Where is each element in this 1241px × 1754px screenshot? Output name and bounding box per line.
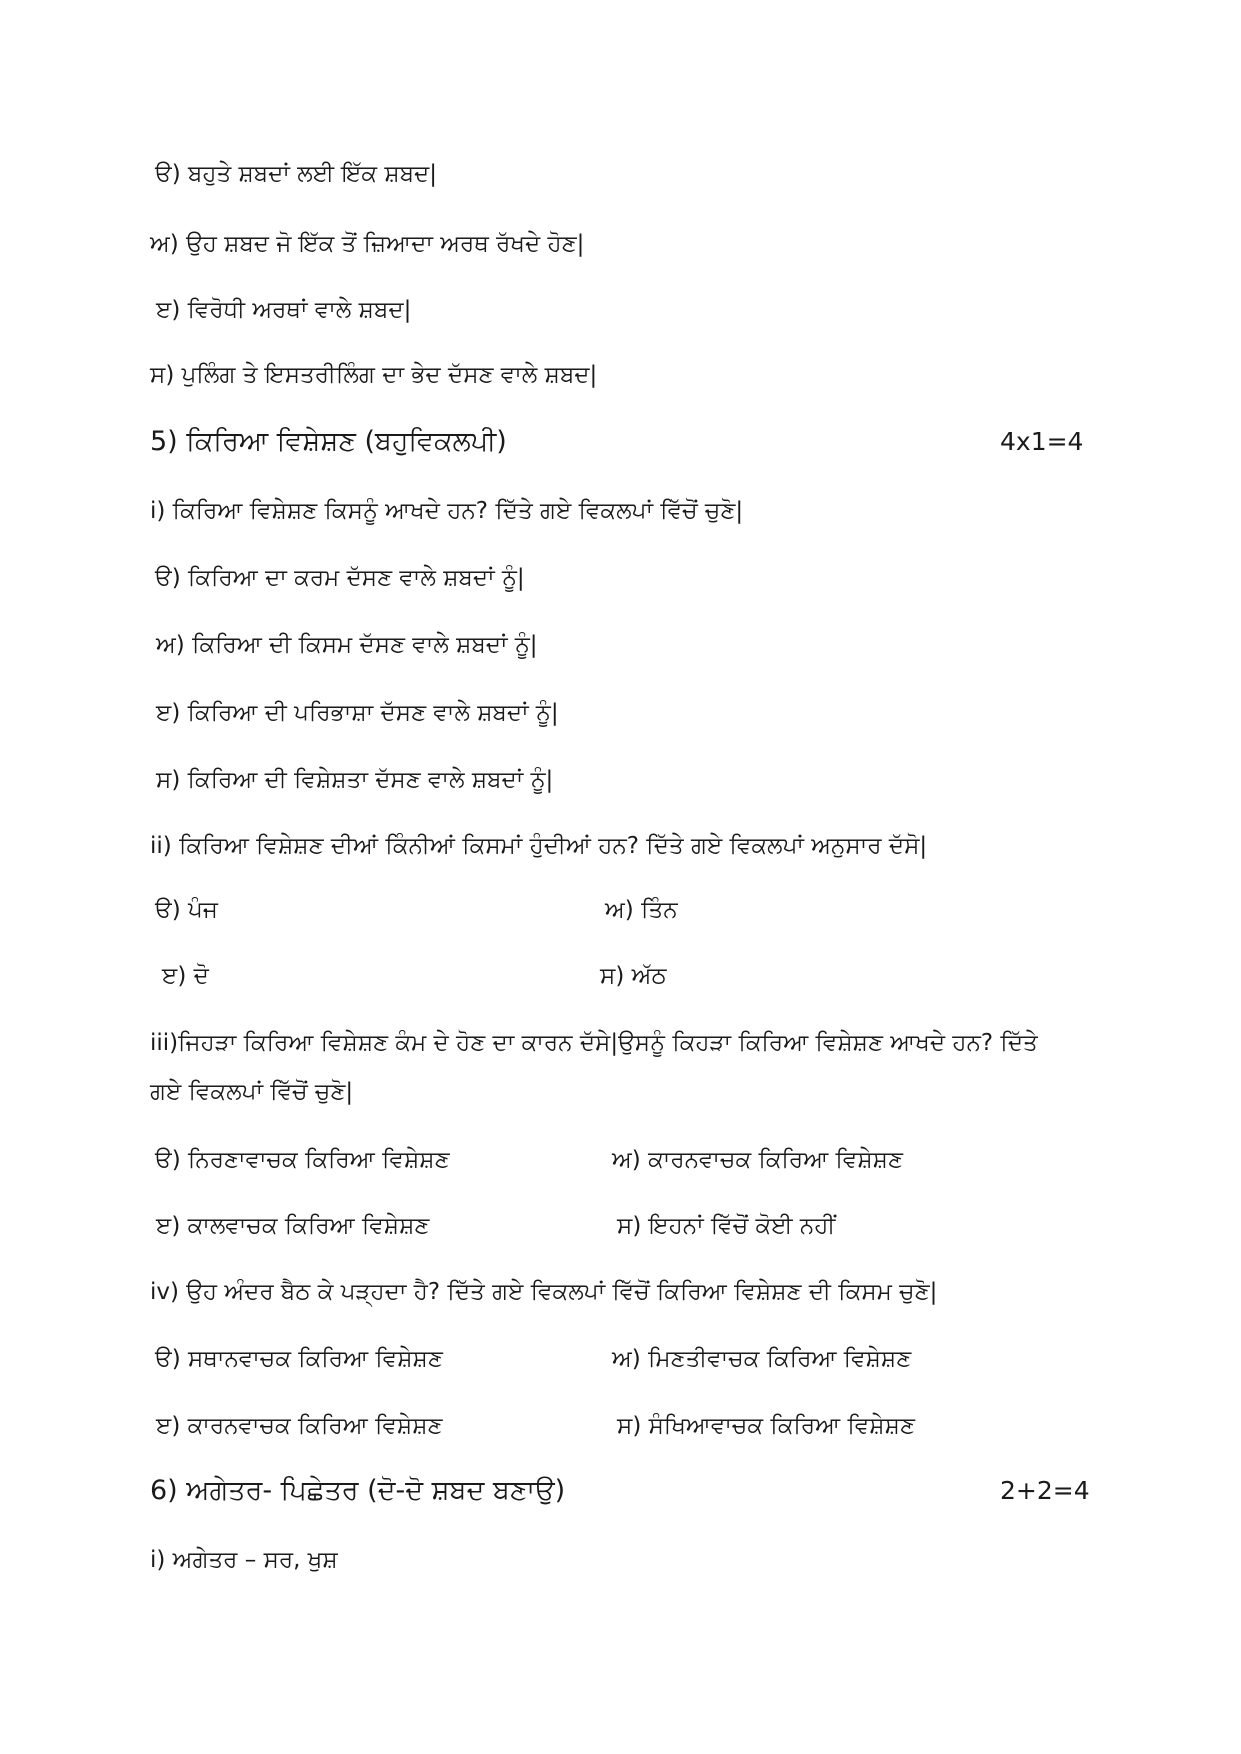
q2-option-a: ੳ) ਪੰਜ	[155, 897, 218, 923]
q1-text: i) ਕਿਰਿਆ ਵਿਸ਼ੇਸ਼ਣ ਕਿਸਨੂੰ ਆਖਦੇ ਹਨ? ਦਿੱਤੇ ਗਏ ਵਿਕਲਪਾਂ ਵਿੱਚੋਂ ਚੁਣੋ|	[150, 498, 744, 524]
section-5-marks: 4x1=4	[1000, 427, 1084, 456]
q1-option-d: ਸ) ਕਿਰਿਆ ਦੀ ਵਿਸ਼ੇਸ਼ਤਾ ਦੱਸਣ ਵਾਲੇ ਸ਼ਬਦਾਂ ਨੂੰ|	[156, 767, 554, 793]
q2-option-b: ਅ) ਤਿੰਨ	[605, 897, 678, 923]
q2-option-d: ਸ) ਅੱਠ	[600, 963, 667, 989]
section-6-marks: 2+2=4	[1000, 1476, 1090, 1505]
section-5-title: 5) ਕਿਰਿਆ ਵਿਸ਼ੇਸ਼ਣ (ਬਹੁਵਿਕਲਪੀ)	[150, 426, 507, 457]
q1-option-b: ਅ) ਕਿਰਿਆ ਦੀ ਕਿਸਮ ਦੱਸਣ ਵਾਲੇ ਸ਼ਬਦਾਂ ਨੂੰ|	[156, 632, 538, 658]
q4-option-a: ੳ) ਸਥਾਨਵਾਚਕ ਕਿਰਿਆ ਵਿਸ਼ੇਸ਼ਣ	[155, 1346, 443, 1372]
q2-text: ii) ਕਿਰਿਆ ਵਿਸ਼ੇਸ਼ਣ ਦੀਆਂ ਕਿੰਨੀਆਂ ਕਿਸਮਾਂ ਹੁੰਦੀਆਂ ਹਨ? ਦਿੱਤੇ ਗਏ ਵਿਕਲਪਾਂ ਅਨੁਸਾਰ ਦੱਸੋ|	[150, 833, 928, 859]
q3-option-c: ੲ) ਕਾਲਵਾਚਕ ਕਿਰਿਆ ਵਿਸ਼ੇਸ਼ਣ	[156, 1213, 430, 1239]
q2-option-c: ੲ) ਦੋ	[162, 963, 209, 989]
option-d-line: ਸ) ਪੁਲਿੰਗ ਤੇ ਇਸਤਰੀਲਿੰਗ ਦਾ ਭੇਦ ਦੱਸਣ ਵਾਲੇ ਸ਼ਬਦ|	[150, 362, 598, 388]
q3-option-a: ੳ) ਨਿਰਣਾਵਾਚਕ ਕਿਰਿਆ ਵਿਸ਼ੇਸ਼ਣ	[155, 1147, 450, 1173]
q1-option-a: ੳ) ਕਿਰਿਆ ਦਾ ਕਰਮ ਦੱਸਣ ਵਾਲੇ ਸ਼ਬਦਾਂ ਨੂੰ|	[155, 565, 525, 591]
q3-text-line-1: iii)ਜਿਹੜਾ ਕਿਰਿਆ ਵਿਸ਼ੇਸ਼ਣ ਕੰਮ ਦੇ ਹੋਣ ਦਾ ਕਾਰਨ ਦੱਸੇ|ਉਸਨੂੰ ਕਿਹੜਾ ਕਿਰਿਆ ਵਿਸ਼ੇਸ਼ਣ ਆਖਦੇ ਹਨ? ਦਿੱਤੇ	[150, 1030, 1038, 1056]
option-b-line: ਅ) ਉਹ ਸ਼ਬਦ ਜੋ ਇੱਕ ਤੋਂ ਜ਼ਿਆਦਾ ਅਰਥ ਰੱਖਦੇ ਹੋਣ|	[150, 231, 585, 257]
q3-text-line-2: ਗਏ ਵਿਕਲਪਾਂ ਵਿੱਚੋਂ ਚੁਣੋ|	[150, 1079, 354, 1105]
q4-option-b: ਅ) ਮਿਣਤੀਵਾਚਕ ਕਿਰਿਆ ਵਿਸ਼ੇਸ਼ਣ	[612, 1346, 912, 1372]
q4-text: iv) ਉਹ ਅੰਦਰ ਬੈਠ ਕੇ ਪੜ੍ਹਦਾ ਹੈ? ਦਿੱਤੇ ਗਏ ਵਿਕਲਪਾਂ ਵਿੱਚੋਂ ਕਿਰਿਆ ਵਿਸ਼ੇਸ਼ਣ ਦੀ ਕਿਸਮ ਚੁਣੋ|	[150, 1279, 938, 1305]
q4-option-d: ਸ) ਸੰਖਿਆਵਾਚਕ ਕਿਰਿਆ ਵਿਸ਼ੇਸ਼ਣ	[617, 1413, 915, 1439]
option-c-line: ੲ) ਵਿਰੋਧੀ ਅਰਥਾਂ ਵਾਲੇ ਸ਼ਬਦ|	[156, 297, 412, 323]
option-a-line: ੳ) ਬਹੁਤੇ ਸ਼ਬਦਾਂ ਲਈ ਇੱਕ ਸ਼ਬਦ|	[155, 161, 438, 187]
section-6-title: 6) ਅਗੇਤਰ- ਪਿਛੇਤਰ (ਦੋ-ਦੋ ਸ਼ਬਦ ਬਣਾਉ)	[150, 1475, 566, 1506]
q3-option-d: ਸ) ਇਹਨਾਂ ਵਿੱਚੋਂ ਕੋਈ ਨਹੀਂ	[617, 1213, 836, 1239]
section-6-q1: i) ਅਗੇਤਰ – ਸਰ, ਖੁਸ਼	[150, 1547, 338, 1573]
q1-option-c: ੲ) ਕਿਰਿਆ ਦੀ ਪਰਿਭਾਸ਼ਾ ਦੱਸਣ ਵਾਲੇ ਸ਼ਬਦਾਂ ਨੂੰ|	[156, 700, 559, 726]
q3-option-b: ਅ) ਕਾਰਨਵਾਚਕ ਕਿਰਿਆ ਵਿਸ਼ੇਸ਼ਣ	[612, 1147, 903, 1173]
q4-option-c: ੲ) ਕਾਰਨਵਾਚਕ ਕਿਰਿਆ ਵਿਸ਼ੇਸ਼ਣ	[156, 1413, 443, 1439]
